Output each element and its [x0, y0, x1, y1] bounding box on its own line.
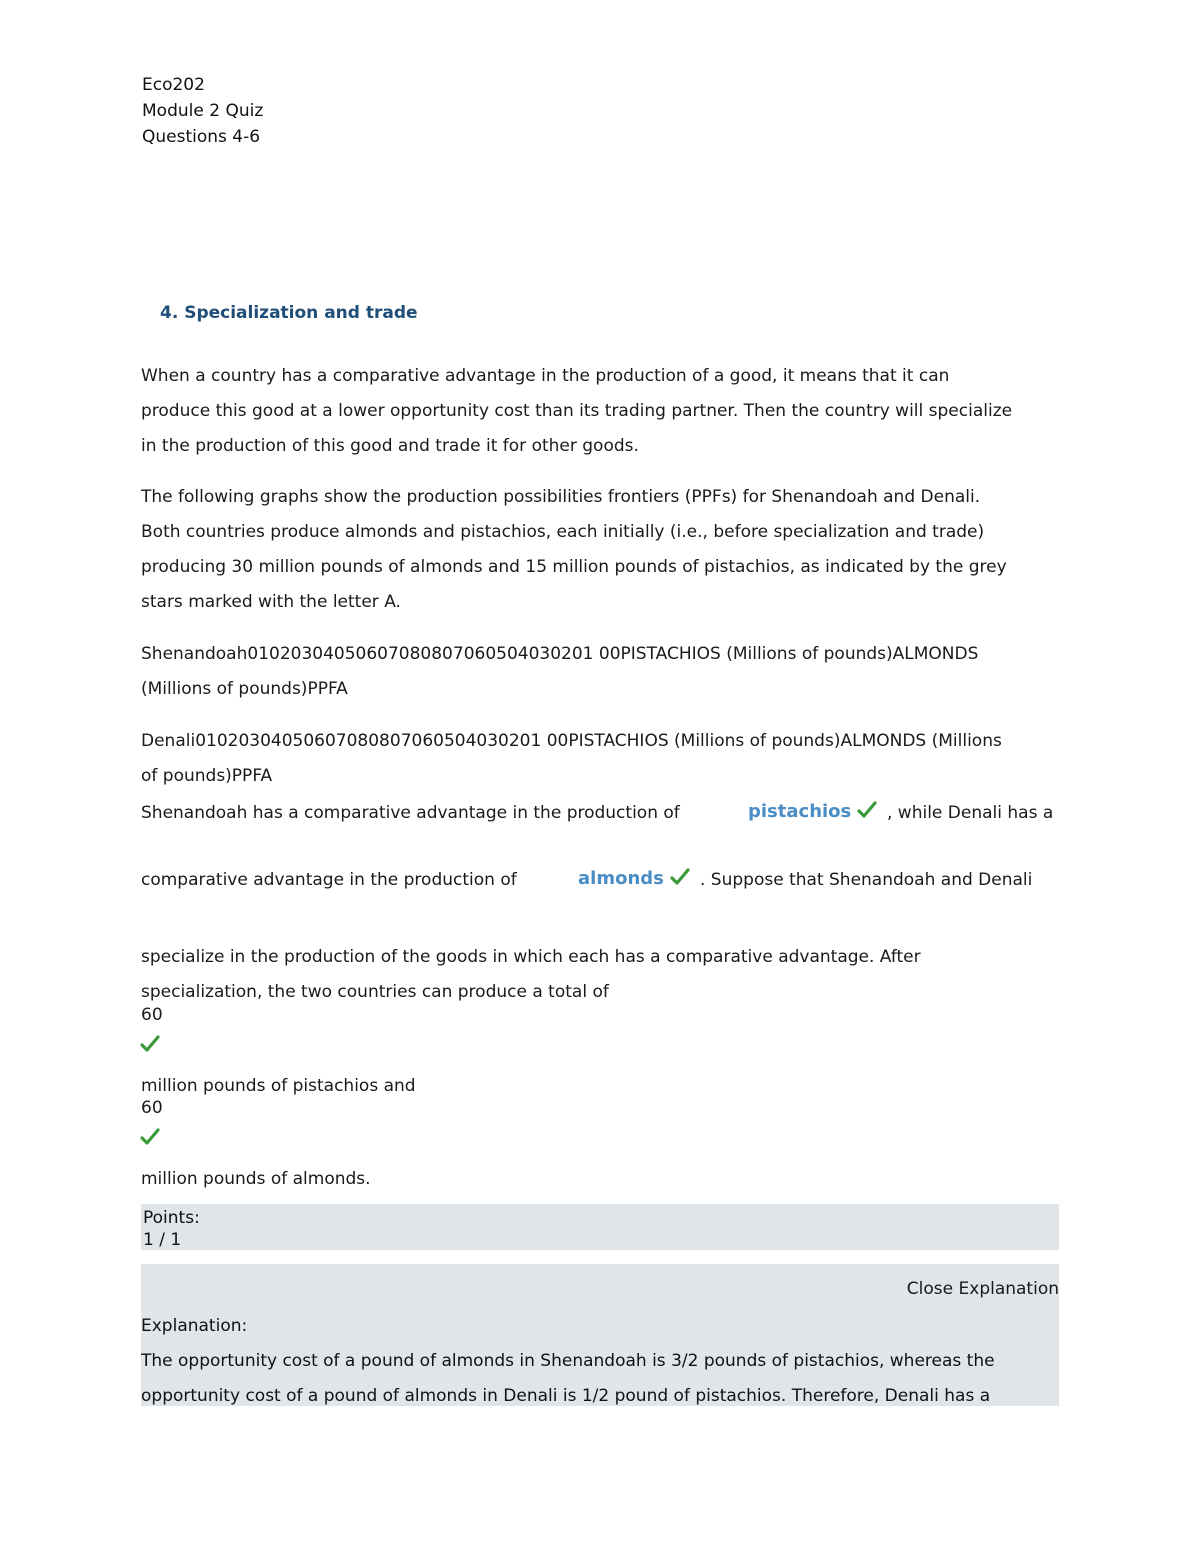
denali-graph-text-1: Denali01020304050607080807060504030201 00PISTACHIOS (Millions of pounds)ALMONDS (Millions — [141, 731, 1002, 751]
specialize-text-1: specialize in the production of the goods in which each has a comparative advantage. After — [141, 947, 921, 967]
points-label: Points: — [143, 1208, 200, 1228]
explanation-label: Explanation: — [141, 1316, 248, 1336]
answer2-value: almonds — [578, 868, 664, 889]
explanation-text-1: The opportunity cost of a pound of almonds in Shenandoah is 3/2 pounds of pistachios, whereas the — [141, 1351, 995, 1371]
checkmark-icon — [670, 867, 690, 887]
graphs-text-2: Both countries produce almonds and pistachios, each initially (i.e., before specialization and trade) — [141, 522, 985, 542]
answer1-value: pistachios — [748, 801, 852, 822]
module-title: Module 2 Quiz — [142, 101, 264, 121]
answer3-suffix: million pounds of pistachios and — [141, 1076, 416, 1096]
checkmark-icon — [857, 800, 877, 820]
close-explanation-button[interactable]: Close Explanation — [906, 1279, 1059, 1299]
intro-text-2: produce this good at a lower opportunity cost than its trading partner. Then the country will specialize — [141, 401, 1013, 421]
answer4-suffix: million pounds of almonds. — [141, 1169, 371, 1189]
answer2-prefix: comparative advantage in the production of — [141, 870, 517, 890]
graphs-text-1: The following graphs show the production possibilities frontiers (PPFs) for Shenandoah and Denali. — [141, 487, 981, 507]
answer2-suffix: . Suppose that Shenandoah and Denali — [700, 870, 1033, 890]
answer4-value: 60 — [141, 1098, 163, 1118]
checkmark-icon — [140, 1127, 160, 1151]
graphs-text-3: producing 30 million pounds of almonds and 15 million pounds of pistachios, as indicated by the grey — [141, 557, 1007, 577]
points-panel — [141, 1204, 1059, 1250]
specialize-text-2: specialization, the two countries can produce a total of — [141, 982, 609, 1002]
answer1-group — [748, 800, 877, 824]
answer1-suffix: , while Denali has a — [887, 803, 1054, 823]
explanation-text-2: opportunity cost of a pound of almonds in Denali is 1/2 pound of pistachios. Therefore, Denali has a — [141, 1386, 991, 1406]
answer1-prefix: Shenandoah has a comparative advantage in the production of — [141, 803, 680, 823]
questions-range: Questions 4-6 — [142, 127, 261, 147]
checkmark-icon — [140, 1034, 160, 1058]
question-title: 4. Specialization and trade — [160, 303, 418, 323]
intro-text-3: in the production of this good and trade it for other goods. — [141, 436, 639, 456]
course-code: Eco202 — [142, 75, 205, 95]
graphs-text-4: stars marked with the letter A. — [141, 592, 401, 612]
intro-text-1: When a country has a comparative advantage in the production of a good, it means that it can — [141, 366, 950, 386]
shenandoah-graph-text-2: (Millions of pounds)PPFA — [141, 679, 348, 699]
denali-graph-text-2: of pounds)PPFA — [141, 766, 273, 786]
answer3-value: 60 — [141, 1005, 163, 1025]
shenandoah-graph-text-1: Shenandoah01020304050607080807060504030201 00PISTACHIOS (Millions of pounds)ALMONDS — [141, 644, 979, 664]
answer2-group — [578, 867, 690, 891]
points-value: 1 / 1 — [143, 1230, 182, 1250]
explanation-panel — [141, 1264, 1059, 1406]
